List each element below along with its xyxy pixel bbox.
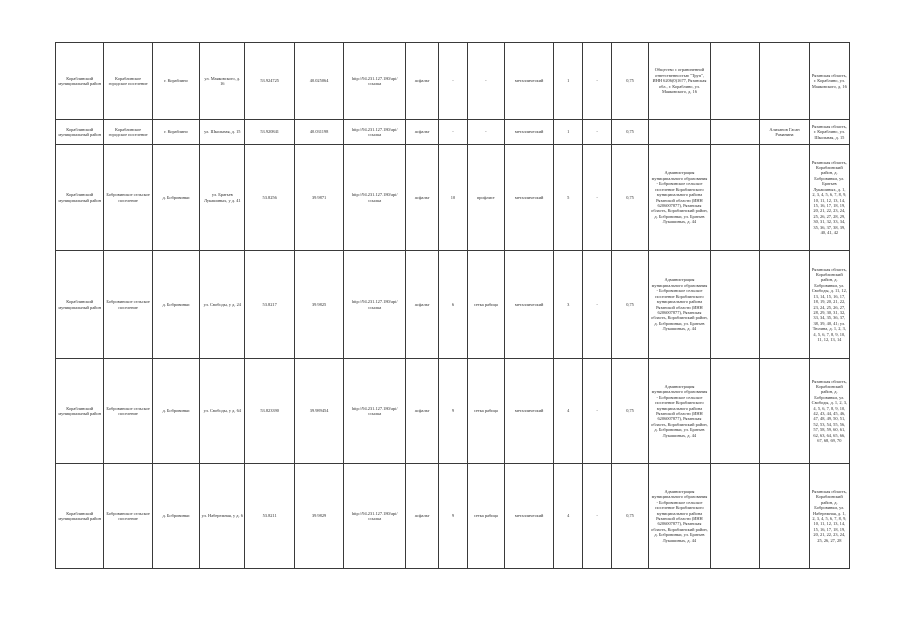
waste-sources-cell: Рязанская область, г. Кораблино, ул. Школьная, д. 15 bbox=[809, 120, 849, 145]
owner-legal-cell: Общество с ограниченной ответственностью "Труп", ИНН 6206(0)1677, Рязанская обл., г. Кораблино, ул. Маяковского, д. 16 bbox=[649, 43, 711, 120]
settlement-cell: Бобровинское сельское поселение bbox=[104, 145, 152, 251]
locality-cell: г. Кораблино bbox=[152, 120, 199, 145]
container-volume-cell: 0,75 bbox=[612, 464, 649, 569]
table-row bbox=[56, 120, 850, 145]
owner-person-cell: Алиханов Гасан Раманина bbox=[760, 120, 809, 145]
container-type-cell: металлический bbox=[504, 464, 553, 569]
owner-legal-cell: Администрация муниципального образования - Бобровинское сельское поселение Кораблинского муниципального района Рязанской области (ИНН 6206007877), Рязанская область, Кораблинский район, д. Бобровинки, ул. Братьев Лукашиных, д. 44 bbox=[649, 464, 711, 569]
longitude-cell: 40.025064 bbox=[294, 43, 343, 120]
fence-cell: сетка рабица bbox=[467, 251, 504, 359]
area-cell: 6 bbox=[439, 251, 468, 359]
district-cell: Кораблинский муниципальный район bbox=[56, 359, 104, 464]
longitude-cell: 39.9825 bbox=[294, 251, 343, 359]
container-type-cell: металлический bbox=[504, 43, 553, 120]
fence-cell: сетка рабица bbox=[467, 359, 504, 464]
surface-cell: асфальт bbox=[406, 43, 439, 120]
latitude-cell: 53.8256 bbox=[245, 145, 294, 251]
container-count-cell: 3 bbox=[554, 251, 583, 359]
area-cell: 9 bbox=[439, 464, 468, 569]
settlement-cell: Бобровинское сельское поселение bbox=[104, 251, 152, 359]
fence-cell: сетка рабица bbox=[467, 464, 504, 569]
waste-sources-cell: Рязанская область, Кораблинский район, д. Бобровинки, ул. Набережная, д. 1, 2, 3, 4, 5, 6, 7, 8, 9, 10, 11, 12, 13, 14, 15, 16, 17, 18, 19, 20, 21, 22, 23, 24, 25, 26, 27, 28 bbox=[809, 464, 849, 569]
container-type-cell: металлический bbox=[504, 120, 553, 145]
owner-person-cell bbox=[760, 464, 809, 569]
container-count-extra-cell: - bbox=[583, 464, 612, 569]
container-volume-cell: 0,75 bbox=[612, 251, 649, 359]
container-type-cell: металлический bbox=[504, 251, 553, 359]
table-row bbox=[56, 464, 850, 569]
empty-cell bbox=[710, 145, 759, 251]
map-link-cell: http://94.231.127.180/api/ссылка bbox=[344, 120, 406, 145]
fence-cell: - bbox=[467, 120, 504, 145]
empty-cell bbox=[710, 359, 759, 464]
longitude-cell: 39.9829 bbox=[294, 464, 343, 569]
district-cell: Кораблинский муниципальный район bbox=[56, 251, 104, 359]
locality-cell: д. Бобровинки bbox=[152, 359, 199, 464]
fence-cell: профлист bbox=[467, 145, 504, 251]
container-type-cell: металлический bbox=[504, 359, 553, 464]
locality-cell: г. Кораблино bbox=[152, 43, 199, 120]
empty-cell bbox=[710, 120, 759, 145]
owner-legal-cell: Администрация муниципального образования - Бобровинское сельское поселение Кораблинского муниципального района Рязанской области (ИНН 6206007877), Рязанская область, Кораблинский район, д. Бобровинки, ул. Братьев Лукашиных, д. 44 bbox=[649, 359, 711, 464]
container-count-cell: 1 bbox=[554, 120, 583, 145]
locality-cell: д. Бобровинки bbox=[152, 464, 199, 569]
map-link-cell: http://94.231.127.180/api/ссылка bbox=[344, 43, 406, 120]
map-link-cell: http://94.231.127.180/api/ссылка bbox=[344, 145, 406, 251]
surface-cell: асфальт bbox=[406, 251, 439, 359]
settlement-cell: Кораблинское городское поселение bbox=[104, 43, 152, 120]
district-cell: Кораблинский муниципальный район bbox=[56, 43, 104, 120]
owner-legal-cell: Администрация муниципального образования - Бобровинское сельское поселение Кораблинского муниципального района Рязанской области (ИНН 6206007877), Рязанская область, Кораблинский район, д. Бобровинки, ул. Братьев Лукашиных, д. 44 bbox=[649, 251, 711, 359]
table-row bbox=[56, 251, 850, 359]
latitude-cell: 53.924725 bbox=[245, 43, 294, 120]
container-volume-cell: 0,75 bbox=[612, 120, 649, 145]
surface-cell: асфальт bbox=[406, 145, 439, 251]
locality-cell: д. Бобровинки bbox=[152, 145, 199, 251]
container-count-cell: 4 bbox=[554, 359, 583, 464]
container-count-extra-cell: - bbox=[583, 251, 612, 359]
container-volume-cell: 0,75 bbox=[612, 145, 649, 251]
waste-sources-cell: Рязанская область, г. Кораблино, ул. Маяковского, д. 16 bbox=[809, 43, 849, 120]
settlement-cell: Бобровинское сельское поселение bbox=[104, 464, 152, 569]
container-count-extra-cell: - bbox=[583, 145, 612, 251]
container-volume-cell: 0,75 bbox=[612, 359, 649, 464]
owner-person-cell bbox=[760, 145, 809, 251]
latitude-cell: 53.8217 bbox=[245, 251, 294, 359]
locality-cell: д. Бобровинки bbox=[152, 251, 199, 359]
street-cell: ул. Набережная, у д. 6 bbox=[200, 464, 245, 569]
surface-cell: асфальт bbox=[406, 120, 439, 145]
surface-cell: асфальт bbox=[406, 464, 439, 569]
table-row bbox=[56, 145, 850, 251]
container-count-extra-cell: - bbox=[583, 43, 612, 120]
container-volume-cell: 0,75 bbox=[612, 43, 649, 120]
empty-cell bbox=[710, 43, 759, 120]
area-cell: - bbox=[439, 120, 468, 145]
district-cell: Кораблинский муниципальный район bbox=[56, 120, 104, 145]
street-cell: ул. Маяковского, д. 16 bbox=[200, 43, 245, 120]
owner-person-cell bbox=[760, 251, 809, 359]
map-link-cell: http://94.231.127.180/api/ссылка bbox=[344, 359, 406, 464]
fence-cell: - bbox=[467, 43, 504, 120]
container-count-cell: 5 bbox=[554, 145, 583, 251]
container-sites-registry-table bbox=[55, 42, 850, 569]
settlement-cell: Кораблинское городское поселение bbox=[104, 120, 152, 145]
longitude-cell: 40.031198 bbox=[294, 120, 343, 145]
owner-legal-cell bbox=[649, 120, 711, 145]
street-cell: ул. Свободы, у д. 64 bbox=[200, 359, 245, 464]
area-cell: 10 bbox=[439, 145, 468, 251]
district-cell: Кораблинский муниципальный район bbox=[56, 464, 104, 569]
container-type-cell: металлический bbox=[504, 145, 553, 251]
empty-cell bbox=[710, 464, 759, 569]
longitude-cell: 39.9871 bbox=[294, 145, 343, 251]
map-link-cell: http://94.231.127.180/api/ссылка bbox=[344, 464, 406, 569]
waste-sources-cell: Рязанская область, Кораблинский район, д. Бобровинки, ул. Свободы, д. 11, 12, 13, 14, 15, 16, 17, 18, 19, 20, 21, 22, 23, 24, 25, 26, 27, 28, 29, 30, 31, 32, 33, 34, 35, 36, 37, 38, 39, 40, 41; ул. Тюлина, д. 1, 2, 3, 4, 5, 6, 7, 8, 9, 10, 11, 12, 13, 14 bbox=[809, 251, 849, 359]
street-cell: ул. Братьев Лукашиных, у д. 41 bbox=[200, 145, 245, 251]
latitude-cell: 53.920841 bbox=[245, 120, 294, 145]
latitude-cell: 53.8211 bbox=[245, 464, 294, 569]
waste-sources-cell: Рязанская область, Кораблинский район, д. Бобровинки, ул. Братьев Лукашиных, д. 1, 2, 3, 4, 5, 6, 7, 8, 9, 10, 11, 12, 13, 14, 15, 16, 17, 18, 19, 20, 21, 22, 23, 24, 25, 26, 27, 28, 29, 30, 31, 32, 33, 34, 35, 36, 37, 38, 39, 40, 41, 42 bbox=[809, 145, 849, 251]
street-cell: ул. Свободы, у д. 24 bbox=[200, 251, 245, 359]
container-count-cell: 1 bbox=[554, 43, 583, 120]
latitude-cell: 53.823390 bbox=[245, 359, 294, 464]
table-row bbox=[56, 359, 850, 464]
longitude-cell: 39.989454 bbox=[294, 359, 343, 464]
street-cell: ул. Школьная, д. 15 bbox=[200, 120, 245, 145]
surface-cell: асфальт bbox=[406, 359, 439, 464]
table-row bbox=[56, 43, 850, 120]
district-cell: Кораблинский муниципальный район bbox=[56, 145, 104, 251]
owner-person-cell bbox=[760, 43, 809, 120]
empty-cell bbox=[710, 251, 759, 359]
map-link-cell: http://94.231.127.180/api/ссылка bbox=[344, 251, 406, 359]
settlement-cell: Бобровинское сельское поселение bbox=[104, 359, 152, 464]
container-count-extra-cell: - bbox=[583, 359, 612, 464]
waste-sources-cell: Рязанская область, Кораблинский район, д. Бобровинки, ул. Свободы, д. 1, 2, 3, 4, 5, 6, 7, 8, 9, 10, 42, 43, 44, 45, 46, 47, 48, 49, 50, 51, 52, 53, 54, 55, 56, 57, 58, 59, 60, 61, 62, 63, 64, 65, 66, 67, 68, 69, 70 bbox=[809, 359, 849, 464]
container-count-cell: 4 bbox=[554, 464, 583, 569]
owner-person-cell bbox=[760, 359, 809, 464]
owner-legal-cell: Администрация муниципального образования - Бобровинское сельское поселение Кораблинского муниципального района Рязанской области (ИНН 6206007877), Рязанская область, Кораблинский район, д. Бобровинки, ул. Братьев Лукашиных, д. 44 bbox=[649, 145, 711, 251]
area-cell: - bbox=[439, 43, 468, 120]
area-cell: 9 bbox=[439, 359, 468, 464]
container-count-extra-cell: - bbox=[583, 120, 612, 145]
